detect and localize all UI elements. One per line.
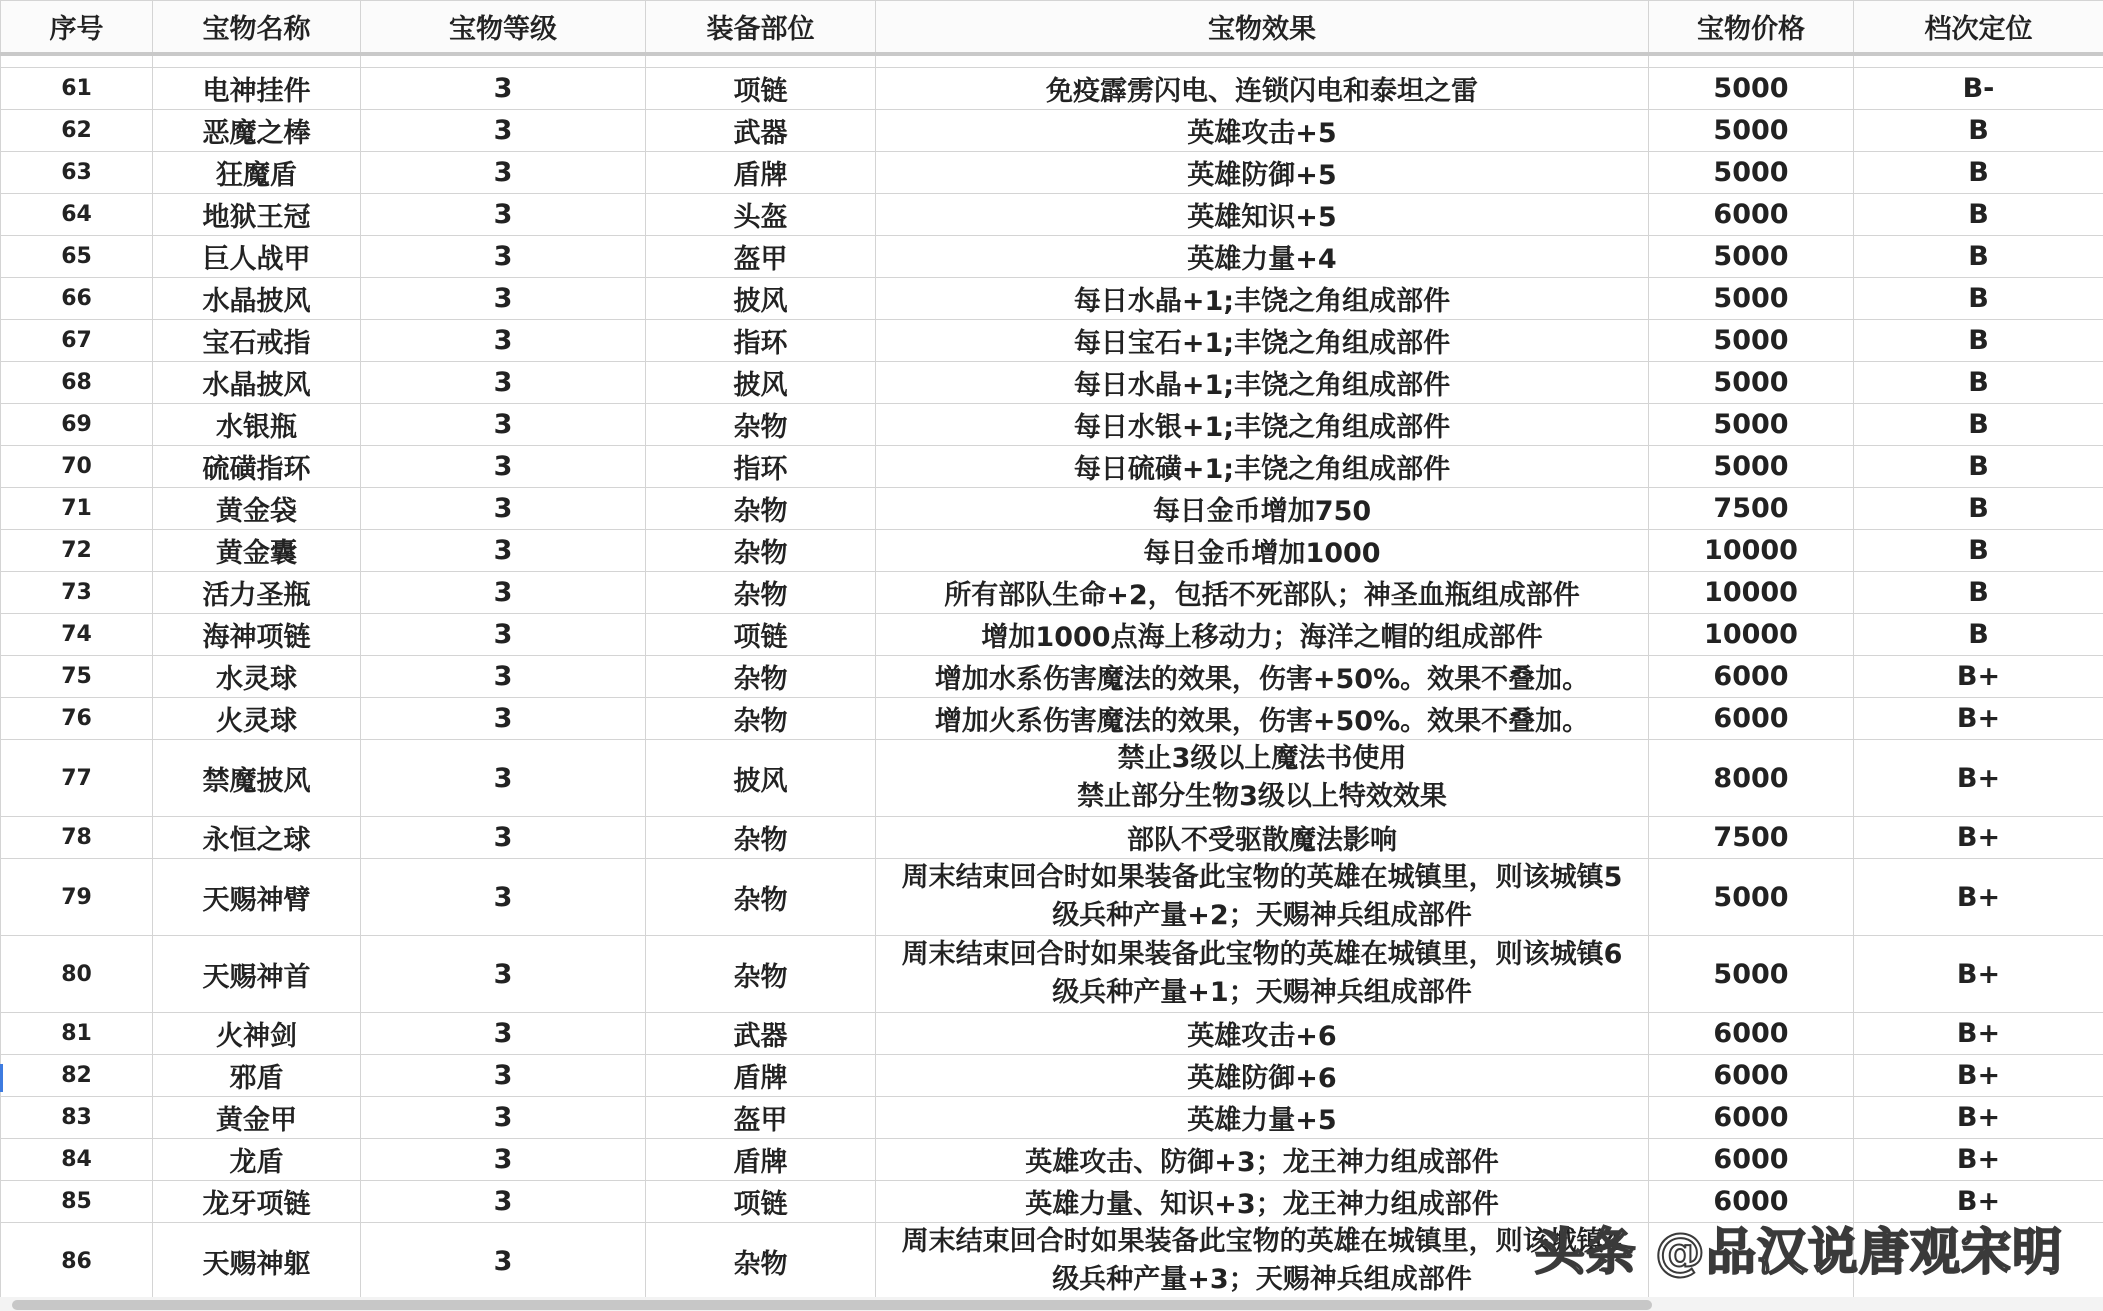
cell-name[interactable]: 火神剑 (153, 1013, 361, 1055)
cell-price[interactable]: 6000 (1649, 1139, 1854, 1181)
cell-index[interactable]: 61 (1, 68, 153, 110)
cell-tier[interactable]: B+ (1854, 1181, 2103, 1223)
cell-slot[interactable]: 项链 (646, 68, 876, 110)
cell-index[interactable]: 74 (1, 614, 153, 656)
cell-effect[interactable] (876, 530, 1649, 572)
effect-line: 英雄力量+5 (1187, 1105, 1337, 1136)
cell-name[interactable]: 水晶披风 (153, 362, 361, 404)
cell-slot[interactable]: 杂物 (646, 817, 876, 859)
cell-effect[interactable] (876, 362, 1649, 404)
cell-level[interactable]: 3 (361, 936, 646, 1013)
cell-level[interactable]: 3 (361, 1139, 646, 1181)
selected-row-marker (0, 1064, 3, 1092)
cell-effect[interactable] (876, 152, 1649, 194)
cell-tier[interactable]: B (1854, 152, 2103, 194)
cell-price[interactable]: 5000 (1649, 152, 1854, 194)
table-row (1, 1139, 2103, 1181)
cell-level[interactable]: 3 (361, 656, 646, 698)
table-body (1, 54, 2103, 1300)
effect-line: 英雄攻击、防御+3；龙王神力组成部件 (1025, 1147, 1499, 1178)
cell-effect[interactable] (876, 1013, 1649, 1055)
cell-slot[interactable]: 盔甲 (646, 1097, 876, 1139)
effect-line: 每日硫磺+1;丰饶之角组成部件 (1073, 454, 1451, 485)
effect-line: 级兵种产量+3；天赐神兵组成部件 (1052, 1264, 1472, 1295)
cell-price[interactable]: 6000 (1649, 1181, 1854, 1223)
cell-index[interactable]: 70 (1, 446, 153, 488)
table-row (1, 817, 2103, 859)
cell-index[interactable]: 82 (1, 1055, 153, 1097)
cell-price[interactable]: 8000 (1649, 740, 1854, 817)
effect-line: 每日金币增加1000 (1143, 538, 1381, 569)
cell-price[interactable]: 6000 (1649, 1055, 1854, 1097)
cell-tier[interactable]: B+ (1854, 740, 2103, 817)
cell-name[interactable]: 黄金袋 (153, 488, 361, 530)
effect-line: 英雄知识+5 (1187, 202, 1337, 233)
cell-slot[interactable]: 杂物 (646, 1223, 876, 1300)
cell-index[interactable]: 64 (1, 194, 153, 236)
cell-slot[interactable]: 披风 (646, 278, 876, 320)
cell-price[interactable]: 5000 (1649, 236, 1854, 278)
cell-tier[interactable]: B (1854, 404, 2103, 446)
col-header-index[interactable]: 序号 (1, 1, 153, 55)
cell-index[interactable]: 86 (1, 1223, 153, 1300)
cell-tier[interactable]: B (1854, 614, 2103, 656)
table-row (1, 194, 2103, 236)
cell-effect[interactable] (876, 278, 1649, 320)
cell-slot[interactable]: 披风 (646, 740, 876, 817)
cell-name[interactable]: 狂魔盾 (153, 152, 361, 194)
table-row (1, 1013, 2103, 1055)
cell-price[interactable]: 6000 (1649, 1013, 1854, 1055)
effect-line: 英雄攻击+6 (1187, 1021, 1337, 1052)
cell-name[interactable]: 水银瓶 (153, 404, 361, 446)
cell-index[interactable]: 78 (1, 817, 153, 859)
cell-level[interactable]: 3 (361, 698, 646, 740)
cell-level[interactable]: 3 (361, 362, 646, 404)
cell-slot[interactable]: 盾牌 (646, 1055, 876, 1097)
cell-effect[interactable] (876, 740, 1649, 817)
effect-line: 每日宝石+1;丰饶之角组成部件 (1073, 328, 1451, 359)
cell-index[interactable]: 77 (1, 740, 153, 817)
cell-slot[interactable]: 头盔 (646, 194, 876, 236)
cell-level[interactable]: 3 (361, 1097, 646, 1139)
cell-level[interactable]: 3 (361, 110, 646, 152)
cell-index[interactable]: 65 (1, 236, 153, 278)
cell-effect[interactable] (876, 817, 1649, 859)
cell-effect[interactable] (876, 1181, 1649, 1223)
cell-slot[interactable]: 杂物 (646, 404, 876, 446)
effect-line: 英雄攻击+5 (1187, 118, 1337, 149)
cell-tier[interactable]: B+ (1854, 698, 2103, 740)
cell-effect[interactable] (876, 1223, 1649, 1300)
cell-price[interactable]: 5000 (1649, 404, 1854, 446)
cell-effect[interactable] (876, 110, 1649, 152)
cell-price[interactable]: 6000 (1649, 1097, 1854, 1139)
cell-level[interactable]: 3 (361, 817, 646, 859)
cell-effect[interactable] (876, 698, 1649, 740)
cell-slot[interactable]: 武器 (646, 110, 876, 152)
cell-price[interactable]: 5000 (1649, 68, 1854, 110)
cell-level[interactable]: 3 (361, 446, 646, 488)
cell-price[interactable]: 5000 (1649, 936, 1854, 1013)
table-row (1, 362, 2103, 404)
cell-effect[interactable] (876, 446, 1649, 488)
cell-tier[interactable]: B- (1854, 68, 2103, 110)
cell-tier[interactable]: B+ (1854, 1013, 2103, 1055)
cell-name[interactable]: 活力圣瓶 (153, 572, 361, 614)
cell-index[interactable]: 83 (1, 1097, 153, 1139)
col-header-name[interactable]: 宝物名称 (153, 1, 361, 55)
cell-slot[interactable]: 盔甲 (646, 236, 876, 278)
cell-name[interactable]: 天赐神首 (153, 936, 361, 1013)
table-row (1, 740, 2103, 817)
table-row (1, 236, 2103, 278)
effect-line: 周末结束回合时如果装备此宝物的英雄在城镇里，则该城镇6 (901, 939, 1623, 970)
cell-tier[interactable]: B+ (1854, 656, 2103, 698)
effect-line: 部队不受驱散魔法影响 (1127, 825, 1397, 856)
effect-line: 英雄防御+5 (1187, 160, 1337, 191)
effect-line: 增加水系伤害魔法的效果，伤害+50%。效果不叠加。 (934, 664, 1590, 695)
cell-tier[interactable]: B (1854, 488, 2103, 530)
cell-tier[interactable]: B+ (1854, 1139, 2103, 1181)
effect-line: 周末结束回合时如果装备此宝物的英雄在城镇里，则该城镇5 (901, 862, 1623, 893)
cell-price[interactable]: 5000 (1649, 446, 1854, 488)
cell-name[interactable]: 禁魔披风 (153, 740, 361, 817)
table-row (1, 1055, 2103, 1097)
cell-index[interactable]: 73 (1, 572, 153, 614)
col-header-tier[interactable]: 档次定位 (1854, 1, 2103, 55)
table-row (1, 859, 2103, 936)
cell-effect[interactable] (876, 404, 1649, 446)
cell-price[interactable]: 10000 (1649, 572, 1854, 614)
cell-name[interactable]: 火灵球 (153, 698, 361, 740)
cell-name[interactable]: 天赐神躯 (153, 1223, 361, 1300)
cell-tier[interactable]: B+ (1854, 1055, 2103, 1097)
cell-level[interactable]: 3 (361, 859, 646, 936)
cell-level[interactable]: 3 (361, 1181, 646, 1223)
col-header-level[interactable]: 宝物等级 (361, 1, 646, 55)
cell-tier[interactable]: B (1854, 446, 2103, 488)
effect-line: 英雄防御+6 (1187, 1063, 1337, 1094)
cell-slot[interactable]: 披风 (646, 362, 876, 404)
cell-price[interactable]: 5000 (1649, 320, 1854, 362)
cell-name[interactable]: 邪盾 (153, 1055, 361, 1097)
watermark: 头条 @品汉说唐观宋明 (1534, 1223, 2063, 1281)
table-row (1, 614, 2103, 656)
cell-level[interactable]: 3 (361, 1223, 646, 1300)
cell-slot[interactable]: 项链 (646, 1181, 876, 1223)
cell-price[interactable]: 5000 (1649, 278, 1854, 320)
cell-name[interactable]: 水灵球 (153, 656, 361, 698)
cell-index[interactable]: 72 (1, 530, 153, 572)
cell-slot[interactable]: 杂物 (646, 859, 876, 936)
cell-name[interactable]: 海神项链 (153, 614, 361, 656)
cell-price[interactable]: 5000 (1649, 362, 1854, 404)
cell-level[interactable]: 3 (361, 530, 646, 572)
cell-index[interactable]: 75 (1, 656, 153, 698)
effect-line: 英雄力量、知识+3；龙王神力组成部件 (1025, 1189, 1499, 1220)
effect-line: 级兵种产量+2；天赐神兵组成部件 (1052, 900, 1472, 931)
effect-line: 增加火系伤害魔法的效果，伤害+50%。效果不叠加。 (934, 706, 1590, 737)
col-header-effect[interactable]: 宝物效果 (876, 1, 1649, 55)
cell-slot[interactable]: 盾牌 (646, 152, 876, 194)
cell-slot[interactable]: 武器 (646, 1013, 876, 1055)
cell-level[interactable]: 3 (361, 614, 646, 656)
cell-index[interactable]: 79 (1, 859, 153, 936)
effect-line: 增加1000点海上移动力；海洋之帽的组成部件 (981, 622, 1543, 653)
cell-effect[interactable] (876, 1055, 1649, 1097)
cell-price[interactable]: 6000 (1649, 698, 1854, 740)
cell-level[interactable]: 3 (361, 68, 646, 110)
cell-slot[interactable]: 杂物 (646, 936, 876, 1013)
table-row (1, 936, 2103, 1013)
cell-slot[interactable]: 盾牌 (646, 1139, 876, 1181)
cell-index[interactable]: 69 (1, 404, 153, 446)
cell-price[interactable]: 5000 (1649, 110, 1854, 152)
cell-index[interactable]: 66 (1, 278, 153, 320)
cell-slot[interactable]: 杂物 (646, 530, 876, 572)
cell-effect[interactable] (876, 572, 1649, 614)
cell-slot[interactable]: 杂物 (646, 572, 876, 614)
cell-index[interactable]: 85 (1, 1181, 153, 1223)
effect-line: 级兵种产量+1；天赐神兵组成部件 (1052, 977, 1472, 1008)
cell-name[interactable]: 宝石戒指 (153, 320, 361, 362)
cell-tier[interactable]: B (1854, 362, 2103, 404)
cell-effect[interactable] (876, 194, 1649, 236)
cell-name[interactable]: 恶魔之棒 (153, 110, 361, 152)
cell-name[interactable]: 黄金囊 (153, 530, 361, 572)
table-row (1, 656, 2103, 698)
cell-slot[interactable]: 杂物 (646, 656, 876, 698)
cell-tier[interactable]: B (1854, 320, 2103, 362)
effect-line: 禁止部分生物3级以上特效效果 (1077, 781, 1447, 812)
cell-tier[interactable]: B (1854, 194, 2103, 236)
table-row (1, 68, 2103, 110)
cell-index[interactable]: 71 (1, 488, 153, 530)
cell-effect[interactable] (876, 614, 1649, 656)
cell-name[interactable]: 水晶披风 (153, 278, 361, 320)
cell-effect[interactable] (876, 1097, 1649, 1139)
table-row (1, 152, 2103, 194)
cell-index[interactable]: 81 (1, 1013, 153, 1055)
cell-index[interactable]: 76 (1, 698, 153, 740)
cell-price[interactable]: 10000 (1649, 530, 1854, 572)
cell-tier[interactable]: B+ (1854, 1097, 2103, 1139)
horizontal-scrollbar[interactable] (0, 1297, 2103, 1311)
cell-name[interactable]: 永恒之球 (153, 817, 361, 859)
cell-index[interactable]: 80 (1, 936, 153, 1013)
table-row (1, 488, 2103, 530)
effect-line: 所有部队生命+2，包括不死部队；神圣血瓶组成部件 (944, 580, 1580, 611)
cell-index[interactable]: 84 (1, 1139, 153, 1181)
cell-slot[interactable]: 指环 (646, 320, 876, 362)
cell-level[interactable]: 3 (361, 740, 646, 817)
cell-tier[interactable]: B (1854, 278, 2103, 320)
cell-price[interactable]: 6000 (1649, 656, 1854, 698)
table-row (1, 572, 2103, 614)
cell-tier[interactable]: B+ (1854, 817, 2103, 859)
cell-effect[interactable] (876, 488, 1649, 530)
col-header-price[interactable]: 宝物价格 (1649, 1, 1854, 55)
cell-level[interactable]: 3 (361, 278, 646, 320)
cell-price[interactable]: 7500 (1649, 488, 1854, 530)
table-row (1, 1097, 2103, 1139)
cell-effect[interactable] (876, 936, 1649, 1013)
cell-name[interactable]: 巨人战甲 (153, 236, 361, 278)
table-row (1, 278, 2103, 320)
table-row (1, 446, 2103, 488)
cell-index[interactable]: 68 (1, 362, 153, 404)
header-row (1, 1, 2103, 55)
cell-price[interactable]: 7500 (1649, 817, 1854, 859)
table-row (1, 110, 2103, 152)
effect-line: 每日金币增加750 (1152, 496, 1372, 527)
cell-tier[interactable]: B (1854, 572, 2103, 614)
cell-name[interactable]: 硫磺指环 (153, 446, 361, 488)
cell-name[interactable]: 龙牙项链 (153, 1181, 361, 1223)
cell-name[interactable]: 龙盾 (153, 1139, 361, 1181)
cell-level[interactable]: 3 (361, 194, 646, 236)
effect-line: 英雄力量+4 (1187, 244, 1337, 275)
cell-name[interactable]: 地狱王冠 (153, 194, 361, 236)
cell-effect[interactable] (876, 1139, 1649, 1181)
cell-effect[interactable] (876, 236, 1649, 278)
table-row (1, 698, 2103, 740)
cell-index[interactable]: 62 (1, 110, 153, 152)
partial-row-top (1, 54, 2103, 68)
cell-price[interactable]: 10000 (1649, 614, 1854, 656)
cell-slot[interactable]: 项链 (646, 614, 876, 656)
effect-line: 每日水晶+1;丰饶之角组成部件 (1073, 286, 1451, 317)
cell-price[interactable]: 5000 (1649, 859, 1854, 936)
cell-name[interactable]: 电神挂件 (153, 68, 361, 110)
cell-level[interactable]: 3 (361, 152, 646, 194)
effect-line: 禁止3级以上魔法书使用 (1117, 743, 1407, 774)
cell-tier[interactable]: B (1854, 110, 2103, 152)
cell-slot[interactable]: 杂物 (646, 698, 876, 740)
cell-level[interactable]: 3 (361, 404, 646, 446)
scrollbar-thumb[interactable] (12, 1300, 1652, 1310)
cell-level[interactable]: 3 (361, 1013, 646, 1055)
table-row (1, 404, 2103, 446)
cell-tier[interactable]: B (1854, 530, 2103, 572)
table-row (1, 320, 2103, 362)
cell-level[interactable]: 3 (361, 488, 646, 530)
cell-effect[interactable] (876, 859, 1649, 936)
col-header-slot[interactable]: 装备部位 (646, 1, 876, 55)
cell-index[interactable]: 63 (1, 152, 153, 194)
cell-tier[interactable]: B (1854, 236, 2103, 278)
cell-level[interactable]: 3 (361, 1055, 646, 1097)
cell-price[interactable]: 6000 (1649, 194, 1854, 236)
table-row (1, 530, 2103, 572)
cell-name[interactable]: 黄金甲 (153, 1097, 361, 1139)
cell-slot[interactable]: 杂物 (646, 488, 876, 530)
cell-slot[interactable]: 指环 (646, 446, 876, 488)
cell-tier[interactable]: B+ (1854, 936, 2103, 1013)
cell-effect[interactable] (876, 656, 1649, 698)
effect-line: 每日水晶+1;丰饶之角组成部件 (1073, 370, 1451, 401)
cell-effect[interactable] (876, 68, 1649, 110)
effect-line: 周末结束回合时如果装备此宝物的英雄在城镇里，则该城镇4 (901, 1226, 1623, 1257)
effect-line: 免疫霹雳闪电、连锁闪电和泰坦之雷 (1046, 76, 1478, 107)
cell-effect[interactable] (876, 320, 1649, 362)
cell-level[interactable]: 3 (361, 236, 646, 278)
cell-name[interactable]: 天赐神臂 (153, 859, 361, 936)
effect-line: 每日水银+1;丰饶之角组成部件 (1073, 412, 1451, 443)
cell-level[interactable]: 3 (361, 572, 646, 614)
cell-index[interactable]: 67 (1, 320, 153, 362)
cell-tier[interactable]: B+ (1854, 859, 2103, 936)
cell-level[interactable]: 3 (361, 320, 646, 362)
